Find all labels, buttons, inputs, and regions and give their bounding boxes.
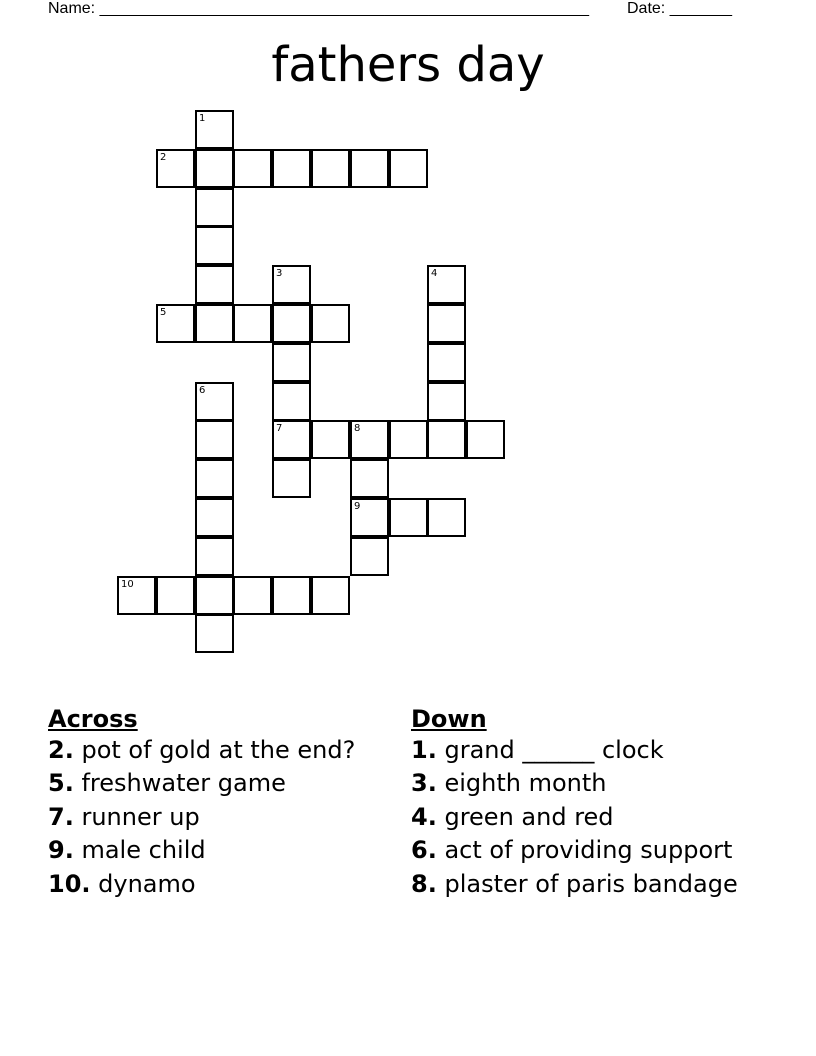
down-heading: Down (411, 705, 487, 733)
clue-number: 3. (411, 769, 437, 797)
grid-cell[interactable] (272, 304, 311, 343)
clue-text: eighth month (444, 769, 607, 797)
clue-number: 6. (411, 836, 437, 864)
clue-text: male child (81, 836, 206, 864)
grid-cell[interactable] (195, 304, 234, 343)
cell-number: 2 (160, 152, 167, 163)
grid-cell[interactable] (389, 420, 428, 459)
grid-cell[interactable] (195, 459, 234, 498)
cell-number: 9 (354, 501, 361, 512)
grid-cell[interactable] (156, 304, 195, 343)
clue-text: plaster of paris bandage (444, 869, 738, 898)
grid-cell[interactable] (195, 498, 234, 537)
grid-cell[interactable] (272, 149, 311, 188)
page-title: fathers day (271, 37, 545, 93)
down-clues (411, 703, 741, 904)
grid-cell[interactable] (156, 576, 195, 615)
grid-cell[interactable] (195, 537, 234, 576)
cell-number: 5 (160, 307, 167, 318)
date-field-label: Date: _______ (627, 0, 732, 17)
cell-number: 6 (199, 385, 206, 396)
grid-cell[interactable] (195, 110, 234, 149)
grid-cell[interactable] (427, 343, 466, 382)
grid-cell[interactable] (311, 576, 350, 615)
grid-cell[interactable] (195, 265, 234, 304)
clue-number: 1. (411, 735, 437, 764)
down-clue (411, 770, 741, 797)
grid-cell[interactable] (156, 149, 195, 188)
grid-cell[interactable] (350, 498, 389, 537)
grid-cell[interactable] (427, 304, 466, 343)
grid-cell[interactable] (272, 420, 311, 459)
clue-text: runner up (81, 802, 200, 831)
grid-cell[interactable] (195, 188, 234, 227)
grid-cell[interactable] (195, 614, 234, 653)
across-clue (48, 837, 408, 864)
grid-cell[interactable] (389, 498, 428, 537)
clue-text: grand ______ clock (444, 735, 664, 764)
grid-cell[interactable] (389, 149, 428, 188)
across-clues (48, 703, 408, 904)
grid-cell[interactable] (195, 226, 234, 265)
clue-number: 2. (48, 735, 74, 764)
across-clue (48, 770, 408, 797)
across-clue (48, 804, 408, 831)
cell-number: 4 (431, 268, 438, 279)
grid-cell[interactable] (233, 149, 272, 188)
clue-text: act of providing support (444, 836, 733, 864)
grid-cell[interactable] (195, 382, 234, 421)
grid-cell[interactable] (272, 382, 311, 421)
clue-text: pot of gold at the end? (81, 735, 356, 764)
grid-cell[interactable] (350, 149, 389, 188)
cell-number: 8 (354, 423, 361, 434)
cell-number: 3 (276, 268, 283, 279)
grid-cell[interactable] (350, 537, 389, 576)
grid-cell[interactable] (427, 265, 466, 304)
clue-number: 7. (48, 802, 74, 831)
grid-cell[interactable] (427, 498, 466, 537)
down-clue (411, 871, 741, 898)
cell-number: 1 (199, 113, 206, 124)
grid-cell[interactable] (350, 420, 389, 459)
grid-cell[interactable] (311, 420, 350, 459)
cell-number: 7 (276, 423, 283, 434)
grid-cell[interactable] (427, 382, 466, 421)
clue-text: dynamo (98, 869, 196, 898)
grid-cell[interactable] (350, 459, 389, 498)
clue-number: 4. (411, 802, 437, 831)
clue-number: 5. (48, 769, 74, 797)
across-clue (48, 871, 408, 898)
clue-number: 8. (411, 869, 437, 898)
down-clue (411, 837, 741, 864)
grid-cell[interactable] (311, 304, 350, 343)
down-clue (411, 737, 741, 764)
grid-cell[interactable] (272, 343, 311, 382)
grid-cell[interactable] (466, 420, 505, 459)
grid-cell[interactable] (272, 459, 311, 498)
clue-text: green and red (444, 802, 614, 831)
grid-cell[interactable] (117, 576, 156, 615)
grid-cell[interactable] (272, 576, 311, 615)
cell-number: 10 (121, 579, 134, 590)
grid-cell[interactable] (233, 304, 272, 343)
grid-cell[interactable] (233, 576, 272, 615)
across-clue (48, 737, 408, 764)
grid-cell[interactable] (195, 149, 234, 188)
grid-cell[interactable] (195, 420, 234, 459)
grid-cell[interactable] (311, 149, 350, 188)
grid-cell[interactable] (427, 420, 466, 459)
clue-number: 10. (48, 869, 91, 898)
across-heading: Across (48, 705, 138, 733)
grid-cell[interactable] (195, 576, 234, 615)
clue-text: freshwater game (81, 769, 286, 797)
clue-number: 9. (48, 836, 74, 864)
name-field-label: Name: _______________________________________________________ (48, 0, 589, 17)
down-clue (411, 804, 741, 831)
grid-cell[interactable] (272, 265, 311, 304)
